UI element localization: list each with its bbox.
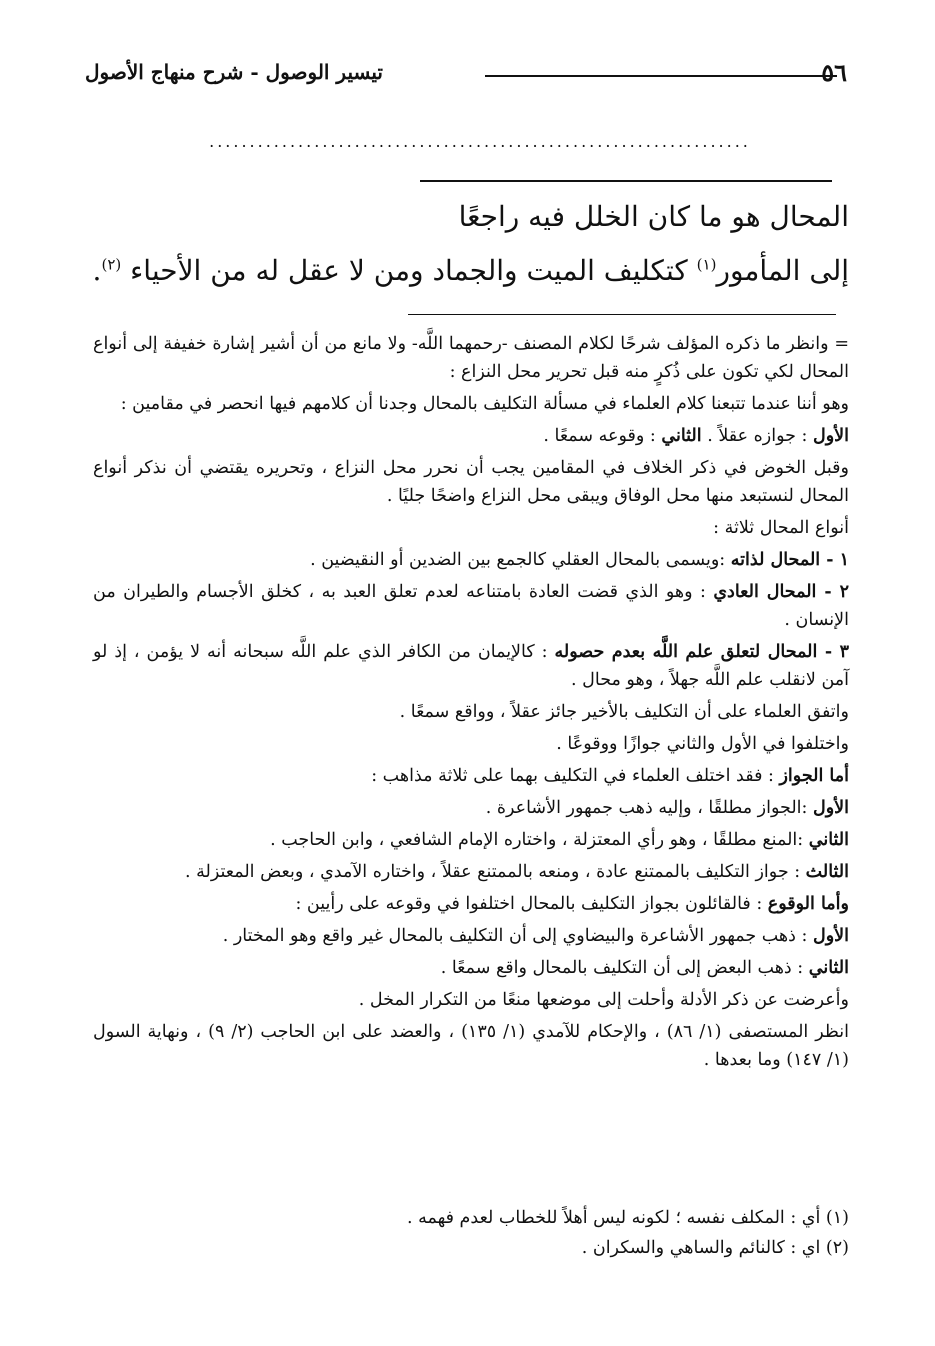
footnotes bbox=[93, 1205, 849, 1265]
term-label: وأما الوقوع bbox=[767, 894, 849, 914]
term-label: الثاني bbox=[661, 426, 702, 446]
term-text: : ذهب البعض إلى أن التكليف بالمحال واقع سمعًا . bbox=[440, 958, 809, 978]
commentary-paragraph: وأعرضت عن ذكر الأدلة وأحلت إلى موضعها منعًا من التكرار المخل . bbox=[358, 990, 849, 1010]
commentary-paragraph bbox=[93, 638, 849, 694]
term-label: الأول bbox=[812, 798, 849, 818]
term-label: أما الجواز bbox=[779, 766, 849, 786]
book-title: تيسير الوصول - شرح منهاج الأصول bbox=[85, 60, 383, 84]
verse-line-2-part-b: كتكليف الميت والجماد ومن لا عقل له من الأحياء bbox=[121, 254, 697, 287]
term-label: الثالث bbox=[805, 862, 849, 882]
commentary-paragraph bbox=[93, 954, 849, 982]
term-label: ١ - المحال لذاته bbox=[730, 550, 849, 570]
term-label: ٣ - المحال لتعلق علم اللَّه بعدم حصوله bbox=[554, 642, 850, 662]
commentary-paragraph: وهو أننا عندما تتبعنا كلام العلماء في مسألة التكليف بالمحال وجدنا أن كلامهم فيها انحصر في مقامين : bbox=[120, 394, 849, 414]
term-text: : جواز التكليف بالممتنع عادة ، ومنعه بالممتنع عقلاً ، واختاره الآمدي ، وبعض المعتزلة . bbox=[185, 862, 806, 882]
footnote-ref-1: (١) bbox=[696, 255, 717, 274]
term-text: : وقوعه سمعًا . bbox=[543, 426, 662, 446]
term-label: الثاني bbox=[808, 958, 849, 978]
commentary-paragraph bbox=[93, 422, 849, 450]
term-text: : ذهب جمهور الأشاعرة والبيضاوي إلى أن التكليف بالمحال غير واقع وهو المختار . bbox=[222, 926, 813, 946]
term-text: : جوازه عقلاً . bbox=[701, 426, 813, 446]
verse-line-2-part-a: إلى المأمور bbox=[716, 254, 849, 287]
commentary-paragraph bbox=[93, 578, 849, 634]
commentary-paragraph: = وانظر ما ذكره المؤلف شرحًا لكلام المصنف -رحمهما اللَّه- ولا مانع من أن أشير إشارة خفيفة إلى أنواع المحال لكي تكون على ذُكرٍ منه قبل تحرير محل النزاع : bbox=[93, 334, 849, 382]
commentary-paragraph bbox=[93, 890, 849, 918]
term-text: :المنع مطلقًا ، وهو رأي المعتزلة ، واختاره الإمام الشافعي ، وابن الحاجب . bbox=[270, 830, 809, 850]
page-number: ٥٦ bbox=[821, 58, 847, 87]
term-text: :الجواز مطلقًا ، وإليه ذهب جمهور الأشاعرة . bbox=[485, 798, 813, 818]
term-text: : وهو الذي قضت العادة بامتناعه لعدم تعلق العبد به ، كخلق الأجسام والطيران من الإنسان . bbox=[93, 582, 849, 630]
term-label: الأول bbox=[812, 426, 849, 446]
term-label: ٢ - المحال العادي bbox=[713, 582, 849, 602]
footnote-ref-2: (٢) bbox=[101, 255, 122, 274]
commentary-paragraph bbox=[93, 922, 849, 950]
separator-dots: ................................................................... bbox=[209, 132, 751, 151]
commentary-paragraph bbox=[93, 826, 849, 854]
commentary-paragraph bbox=[93, 762, 849, 790]
commentary-text bbox=[93, 330, 849, 1078]
term-text: : فالقائلون بجواز التكليف بالمحال اختلفوا في وقوعه على رأيين : bbox=[295, 894, 768, 914]
term-text: : فقد اختلف العلماء في التكليف بهما على ثلاثة مذاهب : bbox=[371, 766, 780, 786]
verse-line-2-part-c: . bbox=[92, 254, 102, 287]
commentary-paragraph: أنواع المحال ثلاثة : bbox=[713, 518, 849, 538]
header-rule bbox=[485, 75, 837, 77]
commentary-paragraph bbox=[93, 546, 849, 574]
commentary-paragraph: انظر المستصفى (١/ ٨٦) ، والإحكام للآمدي (١/ ١٣٥) ، والعضد على ابن الحاجب (٢/ ٩) ، ونهاية السول (١/ ١٤٧) وما بعدها . bbox=[93, 1022, 850, 1070]
verse-bottom-rule bbox=[408, 314, 836, 315]
page-header bbox=[85, 58, 847, 94]
verse-top-rule bbox=[420, 180, 832, 182]
commentary-paragraph: وقبل الخوض في ذكر الخلاف في المقامين يجب أن نحرر محل النزاع ، وتحريره يقتضي أن نذكر أنواع المحال لنستبعد منها محل الوفاق ويبقى محل النزاع واضحًا جليًا . bbox=[93, 458, 849, 506]
term-label: الأول bbox=[812, 926, 849, 946]
verse-line-2 bbox=[93, 254, 849, 287]
footnote-1: (١) أي : المكلف نفسه ؛ لكونه ليس أهلاً للخطاب لعدم فهمه . bbox=[406, 1208, 849, 1228]
footnote-2: (٢) اي : كالنائم والساهي والسكران . bbox=[581, 1238, 849, 1258]
term-text: : كالإيمان من الكافر الذي علم اللَّه سبحانه أنه لا يؤمن ، إذ لو آمن لانقلب علم اللَّه جهلاً ، وهو محال . bbox=[93, 642, 849, 690]
term-label: الثاني bbox=[808, 830, 849, 850]
commentary-paragraph bbox=[93, 858, 849, 886]
commentary-paragraph: واختلفوا في الأول والثاني جوازًا ووقوعًا . bbox=[556, 734, 849, 754]
term-text: :ويسمى بالمحال العقلي كالجمع بين الضدين أو النقيضين . bbox=[310, 550, 731, 570]
commentary-paragraph: واتفق العلماء على أن التكليف بالأخير جائز عقلاً ، وواقع سمعًا . bbox=[399, 702, 849, 722]
commentary-paragraph bbox=[93, 794, 849, 822]
verse-line-1: المحال هو ما كان الخلل فيه راجعًا bbox=[458, 200, 849, 233]
